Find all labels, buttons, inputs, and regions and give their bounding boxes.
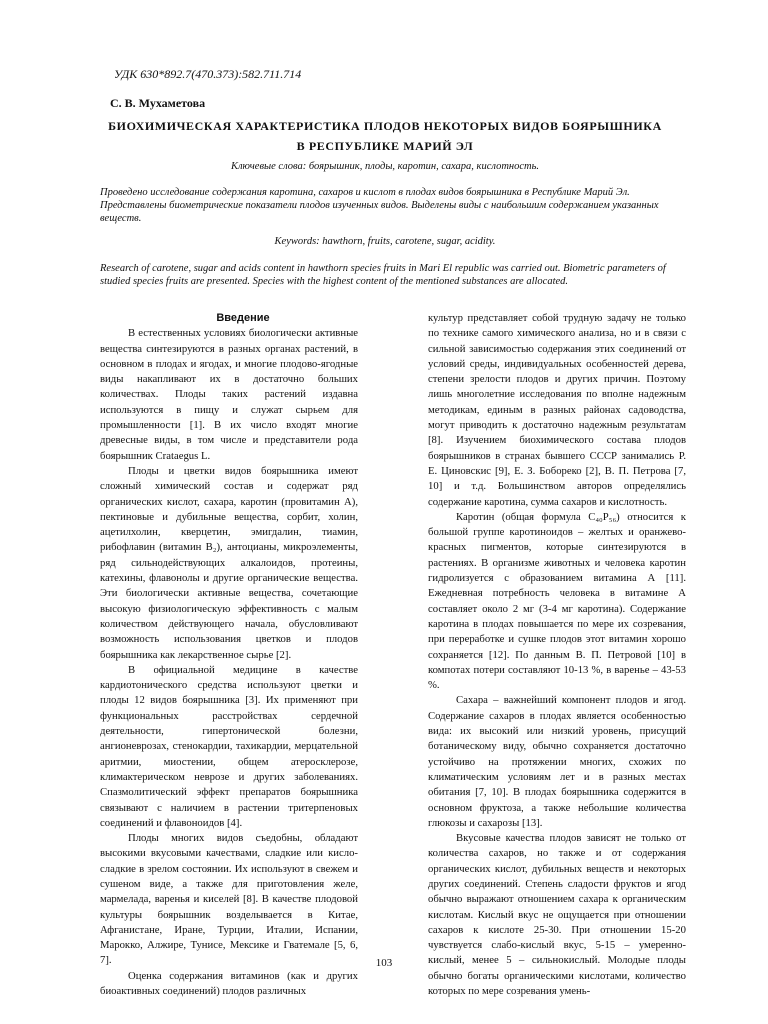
- keywords-en: Keywords: hawthorn, fruits, carotene, sugar, acidity.: [274, 236, 496, 247]
- paragraph: Оценка содержания витаминов (как и других биоактивных соединений) плодов различных: [100, 969, 358, 998]
- paragraph: Плоды многих видов съедобны, обладают высокими вкусовыми качествами, сладкие или кисло-сладкие в зрелом состоянии. Их используют в свежем и сушеном виде, а также для приготовления желе, мармелада, варенья и киселей [8]. В качестве плодовой культуры боярышник возделывается в Китае, Афганистане, Иране, Турции, Италии, Испании, Марокко, Алжире, Тунисе, Мексике и Гватемале [5, 6, 7].: [100, 832, 358, 967]
- paragraph: культур представляет собой трудную задачу не только по технике самого химического анализа, но и в связи с сильной зависимостью содержания этих соединений от условий среды, индивидуальных особенностей дерева, степени зрелости плодов и других причин. Поэтому лишь многолетние исследования по вполне надежным методикам, единым в разных районах садоводства, могут приводить к достаточно надежным результатам [8]. Изучением биохимического состава плодов боярышников в странах бывшего СССР занимались Р. Е. Циновскис [9], Е. З. Бобореко [2], В. П. Петрова [7, 10] и т.д. Большинством авторов определялись содержание каротина, сумма сахаров и кислотность.: [428, 312, 686, 508]
- paragraph: Плоды и цветки видов боярышника имеют сложный химический состав и содержат ряд органических кислот, сахара, каротин (провитамин А), пектиновые и дубильные вещества, сорбит, холин, ацетилхолин, кверцетин, эмигдалин, тиамин, рибофлавин (витамин B₂), антоцианы, микроэлементы, ряд сильнодействующих алкалоидов, протеины, катехины, флавонолы и другие органические вещества. Эти биологически активные вещества, сочетающие высокую физиологическую эффективность с малым количеством действующего начала, обусловливают возможность использования цветков и плодов боярышника как лекарственное сырье [2].: [100, 464, 358, 661]
- paragraph: В официальной медицине в качестве кардиотонического средства используют цветки и плоды 12 видов боярышника [3]. Их применяют при функциональных расстройствах сердечной деятельности, гипертонической болезни, ангионеврозах, стенокардии, тахикардии, мерцательной аритмии, миостении, общем атеросклерозе, климактерическом неврозе и других заболеваниях. Спазмолитический эффект препаратов боярышника связывают с наличием в растении тритерпеновых соединений и флавоноидов [4].: [100, 663, 358, 829]
- abstract-ru: Проведено исследование содержания каротина, сахаров и кислот в плодах видов боярышника в Республике Марий Эл. Представлены биометрические показатели плодов изученных видов. Выделены виды с наибольшим содержанием указанных веществ.: [100, 187, 659, 224]
- keywords-ru: Ключевые слова: боярышник, плоды, каротин, сахара, кислотность.: [230, 161, 540, 172]
- right-column: [428, 311, 686, 999]
- author-name: С. В. Мухаметова: [110, 96, 206, 110]
- article-title-line2: В РЕСПУБЛИКЕ МАРИЙ ЭЛ: [296, 139, 474, 153]
- article-title-line1: БИОХИМИЧЕСКАЯ ХАРАКТЕРИСТИКА ПЛОДОВ НЕКОТОРЫХ ВИДОВ БОЯРЫШНИКА: [108, 119, 662, 133]
- abstract-en: Research of carotene, sugar and acids content in hawthorn species fruits in Mari El republic was carried out. Biometric parameters of studied species fruits are presented. Species with the highest content of the mentioned substances are allocated.: [100, 263, 666, 287]
- paragraph: Каротин (общая формула C₄₀P₅₆) относится к большой группе каротиноидов – желтых и оранжево-красных пигментов, которые синтезируются в растениях. В организме животных и человека каротин гидролизуется с образованием витамина А [11]. Ежедневная потребность человека в витамине А составляет около 2 мг (3-4 мг каротина). Содержание каротина в плодах повышается по мере их созревания, при переработке и сушке плодов этот витамин хорошо сохраняется [12]. По данным В. П. Петровой [10] в компотах потери составляют 10-13 %, в варенье – 43-53 %.: [428, 510, 686, 692]
- left-column: [100, 311, 358, 999]
- paragraph: Сахара – важнейший компонент плодов и ягод. Содержание сахаров в плодах является особенностью вида: их высокий или низкий уровень, присущий ботаническому виду, обычно сохраняется достаточно устойчиво на протяжении многих, схожих по климатическим условиям лет и в разных местах обитания [7, 10]. В плодах боярышника содержится в основном фруктоза, а также небольшие количества глюкозы и сахарозы [13].: [428, 694, 686, 829]
- paragraph: Вкусовые качества плодов зависят не только от количества сахаров, но также и от содержания органических кислот, дубильных веществ и некоторых других соединений. Степень сладости фруктов и ягод обычно выражают отношением сахара к органическим кислотам. Кислый вкус не ощущается при отношении сахаров к кислоте 25-30. При отношении 15-20 чувствуется слабо-кислый вкус, 5-15 – умеренно-кислый, менее 5 – сильнокислый. Молодые плоды обычно богаты органическими кислотами, количество которых по мере созревания умень-: [428, 832, 686, 998]
- page-number: 103: [375, 957, 393, 969]
- paragraph: В естественных условиях биологически активные вещества синтезируются в разных органах растений, в основном в плодах и ягодах, и многие плодово-ягодные виды накапливают их в достаточно больших количествах. Плоды таких растений издавна используются в пищу и служат сырьем для промышленности [1]. В их число входят многие древесные виды, в том числе и представители рода боярышник Crataegus L.: [100, 327, 358, 462]
- section-heading-introduction: Введение: [216, 312, 270, 324]
- udk-code: УДК 630*892.7(470.373):582.711.714: [114, 67, 302, 81]
